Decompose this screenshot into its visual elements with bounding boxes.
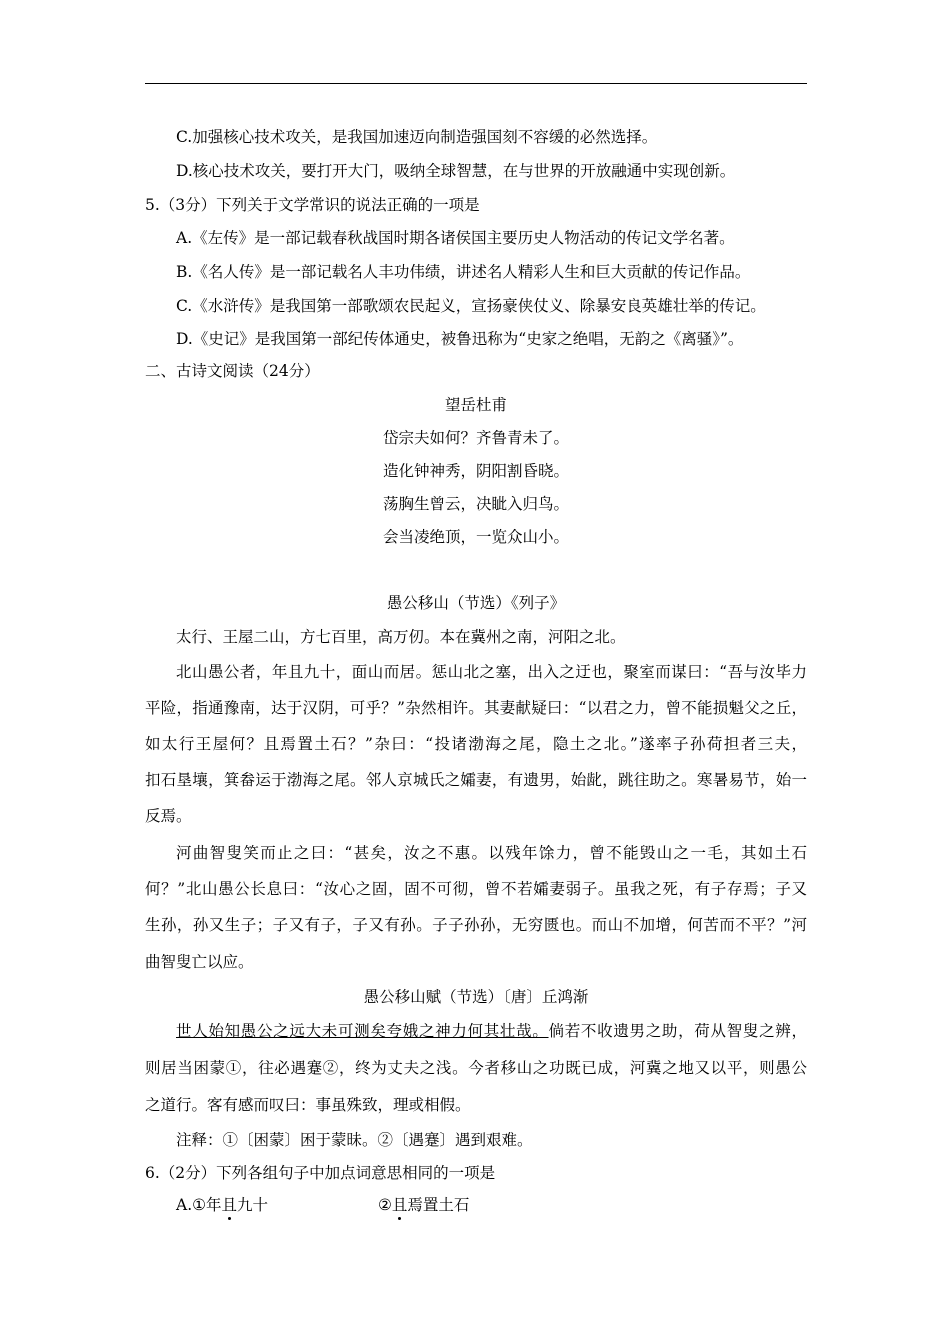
q6-option-a-label: A. [176, 1196, 193, 1214]
q4-option-d: D.核心技术攻关，要打开大门，吸纳全球智慧，在与世界的开放融通中实现创新。 [176, 162, 736, 180]
q6-a2-prefix: ② [378, 1196, 392, 1214]
passage1-line: 如太行王屋何？且焉置土石？”杂曰：“投诸渤海之尾，隐土之北。”遂率子孙荷担者三夫， [145, 735, 807, 753]
poem-line: 荡胸生曾云，决眦入归鸟。 [382, 495, 569, 513]
q6-stem: 6.（2分）下列各组句子中加点词意思相同的一项是 [145, 1164, 496, 1182]
passage1-line: 曲智叟亡以应。 [145, 953, 254, 971]
q4-option-c: C.加强核心技术攻关，是我国加速迈向制造强国刻不容缓的必然选择。 [176, 128, 658, 146]
dotted-word: 且 [221, 1196, 238, 1214]
passage2-line-1 [176, 1021, 807, 1041]
passage1-line: 北山愚公者，年且九十，面山而居。惩山北之塞，出入之迂也，聚室而谋曰：“吾与汝毕力 [176, 663, 807, 681]
passage2-line-2: 则居当困蒙①，往必遇蹇②，终为丈夫之浅。今者移山之功既已成，河冀之地又以平，则愚公 [145, 1059, 807, 1077]
q5-option-c: C.《水浒传》是我国第一部歌颂农民起义，宣扬豪侠仗义、除暴安良英雄壮举的传记。 [176, 297, 766, 315]
q6-option-a-part2 [378, 1195, 469, 1215]
q6-option-a [176, 1195, 268, 1215]
section-heading: 二、古诗文阅读（24分） [145, 362, 320, 380]
passage1-title: 愚公移山（节选）《列子》 [386, 594, 566, 612]
poem-line: 会当凌绝顶，一览众山小。 [382, 528, 569, 546]
q6-a2-suffix: 焉置土石 [407, 1196, 470, 1214]
passage2-title: 愚公移山赋（节选）〔唐〕丘鸿渐 [363, 988, 589, 1006]
passage2-line-3: 之道行。客有感而叹曰：事虽殊致，理或相假。 [145, 1096, 471, 1114]
dotted-word: 且 [391, 1196, 408, 1214]
q5-option-b: B.《名人传》是一部记载名人丰功伟绩，讲述名人精彩人生和巨大贡献的传记作品。 [176, 263, 751, 281]
passage1-line: 太行、王屋二山，方七百里，高万仞。本在冀州之南，河阳之北。 [176, 628, 626, 646]
poem-title: 望岳杜甫 [444, 396, 507, 414]
header-rule [145, 83, 807, 84]
q5-option-d: D.《史记》是我国第一部纪传体通史，被鲁迅称为“史家之绝唱，无韵之《离骚》”。 [176, 330, 744, 348]
q6-a1-suffix: 九十 [237, 1196, 269, 1214]
q6-a1-prefix: ①年 [192, 1196, 222, 1214]
passage1-line: 平险，指通豫南，达于汉阴，可乎？”杂然相许。其妻献疑曰：“以君之力，曾不能损魁父之丘， [145, 699, 807, 717]
passage1-line: 何？”北山愚公长息曰：“汝心之固，固不可彻，曾不若孀妻弱子。虽我之死，有子存焉；子又 [145, 880, 807, 898]
passage2-line-1-rest: 倘若不收遗男之助，荷从智叟之辨， [548, 1022, 807, 1040]
q5-option-a: A.《左传》是一部记载春秋战国时期各诸侯国主要历史人物活动的传记文学名著。 [176, 229, 735, 247]
passage2-note: 注释：①〔困蒙〕困于蒙昧。②〔遇蹇〕遇到艰难。 [176, 1131, 533, 1149]
passage1-line: 生孙，孙又生子；子又有子，子又有孙。子子孙孙，无穷匮也。而山不加增，何苦而不平？”河 [145, 916, 807, 934]
underlined-sentence: 世人始知愚公之远大未可测矣夸娥之神力何其壮哉。 [176, 1022, 549, 1040]
passage1-line: 扣石垦壤，箕畚运于渤海之尾。邻人京城氏之孀妻，有遗男，始龀，跳往助之。寒暑易节，始一 [145, 771, 807, 789]
poem-line: 造化钟神秀，阴阳割昏晓。 [382, 462, 569, 480]
poem-line: 岱宗夫如何？齐鲁青未了。 [382, 429, 569, 447]
passage1-line: 河曲智叟笑而止之曰：“甚矣，汝之不惠。以残年馀力，曾不能毁山之一毛，其如土石 [176, 844, 807, 862]
passage1-line: 反焉。 [145, 807, 192, 825]
q5-stem: 5.（3分）下列关于文学常识的说法正确的一项是 [145, 196, 480, 214]
